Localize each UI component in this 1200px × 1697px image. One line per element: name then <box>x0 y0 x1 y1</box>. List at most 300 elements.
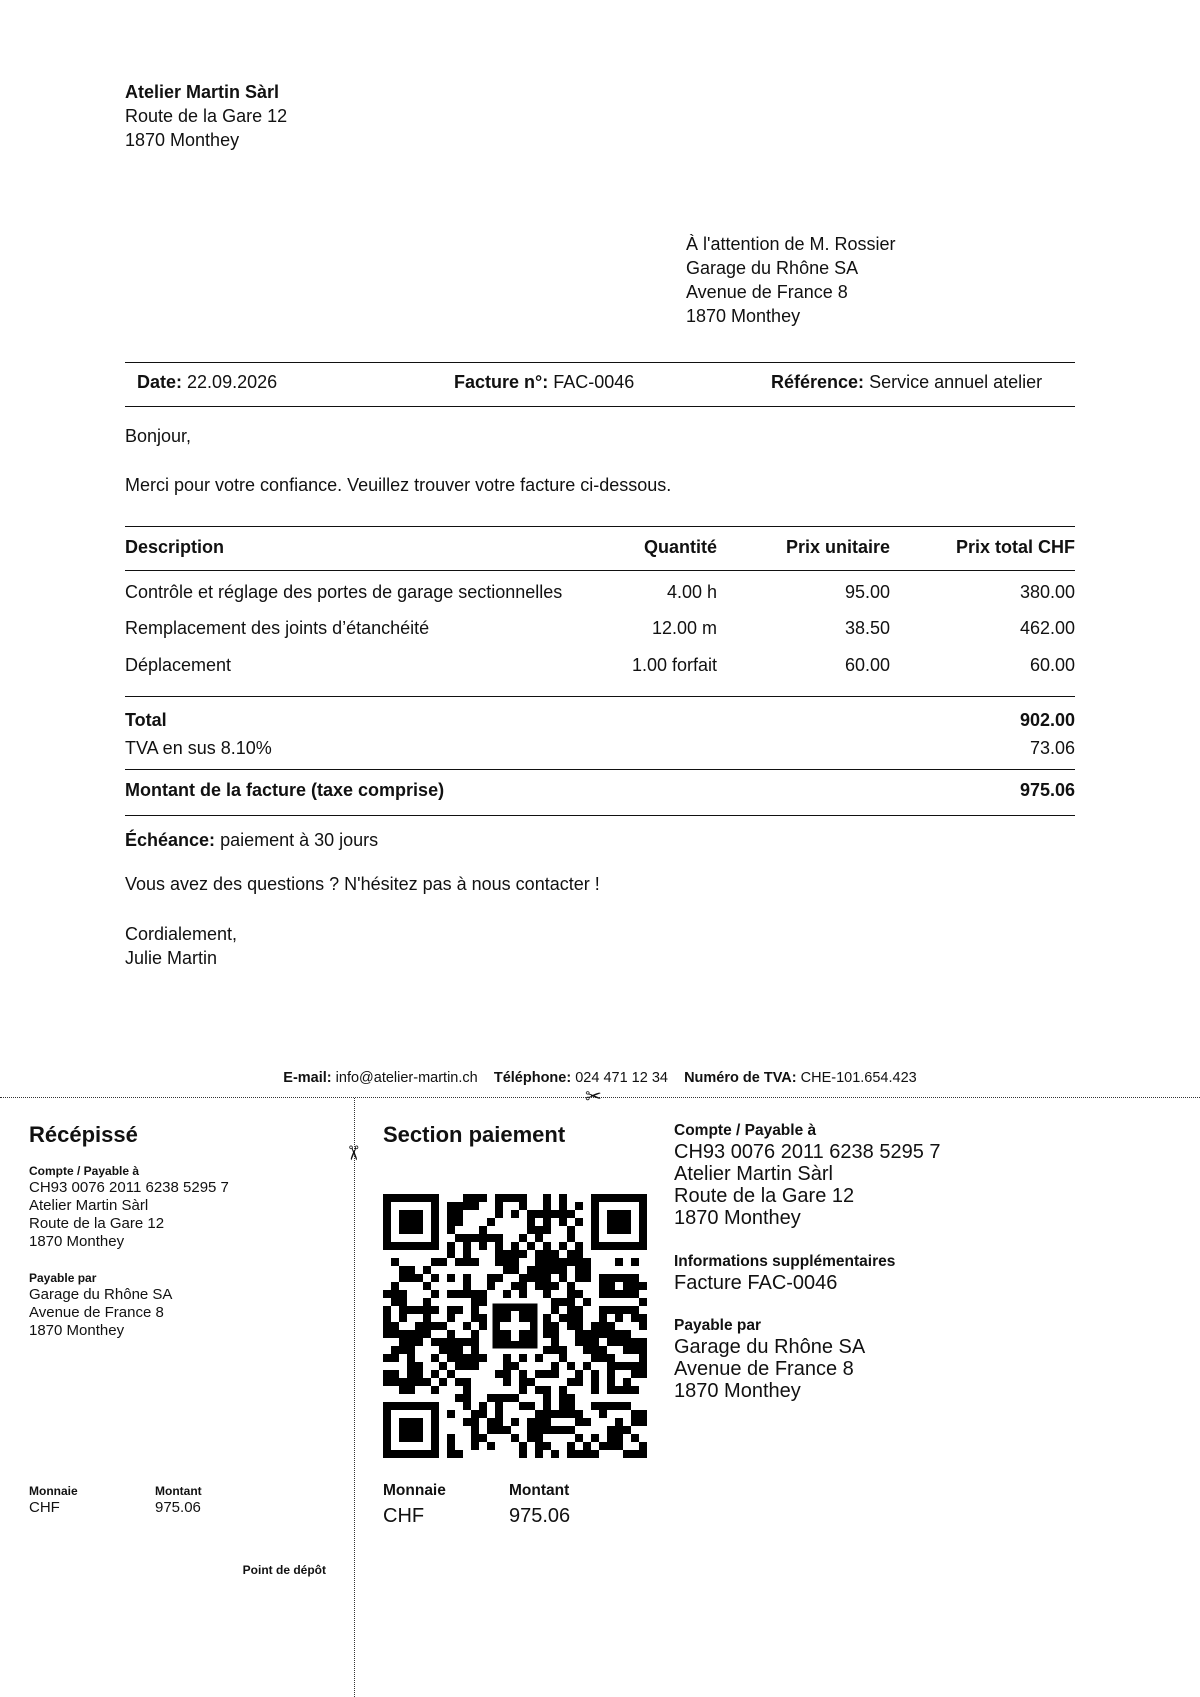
qr-module <box>415 1306 423 1314</box>
qr-module <box>567 1250 575 1258</box>
qr-module <box>535 1266 543 1274</box>
recipient-city: 1870 Monthey <box>686 306 801 326</box>
qr-module <box>535 1234 543 1242</box>
qr-module <box>511 1250 519 1258</box>
qr-module <box>591 1322 599 1330</box>
qr-module <box>559 1210 567 1218</box>
qr-module <box>463 1386 471 1394</box>
qr-module <box>471 1234 479 1242</box>
qr-module <box>471 1442 479 1450</box>
qr-module <box>455 1450 463 1458</box>
qr-module <box>519 1370 527 1378</box>
qr-module <box>575 1306 583 1314</box>
qr-module <box>447 1226 455 1234</box>
qr-module <box>495 1410 503 1418</box>
qr-module <box>607 1330 615 1338</box>
sender-name: Atelier Martin Sàrl <box>125 82 280 102</box>
qr-module <box>591 1370 599 1378</box>
qr-module <box>639 1346 647 1354</box>
qr-module <box>455 1346 463 1354</box>
grand-total-value: 975.06 <box>1019 780 1075 800</box>
qr-module <box>415 1370 423 1378</box>
payment-payer-city: 1870 Monthey <box>674 1380 801 1402</box>
qr-module <box>423 1314 431 1322</box>
meta-date <box>137 370 277 394</box>
qr-module <box>439 1258 447 1266</box>
qr-module <box>575 1250 583 1258</box>
qr-module <box>399 1378 407 1386</box>
qr-module <box>575 1330 583 1338</box>
qr-module <box>583 1298 591 1306</box>
vat-label: TVA en sus 8.10% <box>125 738 272 758</box>
qr-module <box>543 1322 551 1330</box>
qr-module <box>567 1426 575 1434</box>
qr-module <box>511 1394 519 1402</box>
qr-finder-bottom-left <box>383 1402 439 1458</box>
footer-phone-value: 024 471 12 34 <box>575 1070 668 1086</box>
qr-module <box>511 1194 519 1202</box>
qr-module <box>599 1442 607 1450</box>
qr-module <box>543 1394 551 1402</box>
qr-module <box>455 1338 463 1346</box>
qr-module <box>607 1322 615 1330</box>
grand-total-bottom-rule <box>125 815 1075 816</box>
qr-module <box>591 1338 599 1346</box>
qr-module <box>431 1386 439 1394</box>
qr-module <box>575 1434 583 1442</box>
qr-module <box>463 1394 471 1402</box>
qr-module <box>511 1362 519 1370</box>
qr-module <box>575 1338 583 1346</box>
qr-module <box>471 1346 479 1354</box>
greeting: Bonjour, <box>125 426 192 446</box>
qr-module <box>527 1402 535 1410</box>
qr-module <box>543 1370 551 1378</box>
receipt-creditor-street: Route de la Gare 12 <box>29 1215 165 1232</box>
qr-module <box>623 1386 631 1394</box>
qr-module <box>623 1306 631 1314</box>
qr-module <box>383 1314 391 1322</box>
qr-module <box>407 1378 415 1386</box>
qr-module <box>463 1402 471 1410</box>
row-description: Déplacement <box>125 655 232 675</box>
qr-module <box>623 1346 631 1354</box>
qr-module <box>535 1410 543 1418</box>
qr-module <box>471 1418 479 1426</box>
qr-finder-top-left <box>383 1194 439 1250</box>
qr-swiss-cross <box>489 1300 542 1353</box>
qr-module <box>383 1306 391 1314</box>
qr-module <box>543 1202 551 1210</box>
qr-module <box>519 1234 527 1242</box>
reference-value: Service annuel atelier <box>869 372 1043 392</box>
qr-module <box>535 1258 543 1266</box>
qr-module <box>551 1450 559 1458</box>
signatory: Julie Martin <box>125 948 218 968</box>
qr-module <box>623 1274 631 1282</box>
qr-module <box>479 1314 487 1322</box>
qr-module <box>487 1418 495 1426</box>
sender-address <box>125 80 287 152</box>
qr-module <box>559 1258 567 1266</box>
qr-module <box>559 1218 567 1226</box>
qr-module <box>495 1370 503 1378</box>
qr-module <box>631 1418 639 1426</box>
qr-module <box>567 1402 575 1410</box>
qr-module <box>535 1274 543 1282</box>
qr-module <box>503 1290 511 1298</box>
qr-module <box>631 1290 639 1298</box>
reference-label: Référence: <box>771 372 865 392</box>
qr-module <box>503 1258 511 1266</box>
qr-module <box>495 1242 503 1250</box>
qr-module <box>543 1442 551 1450</box>
qr-module <box>471 1202 479 1210</box>
qr-module <box>535 1442 543 1450</box>
qr-module <box>423 1322 431 1330</box>
qr-module <box>407 1274 415 1282</box>
qr-module <box>527 1218 535 1226</box>
qr-module <box>559 1202 567 1210</box>
qr-module <box>399 1274 407 1282</box>
qr-module <box>431 1370 439 1378</box>
qr-module <box>447 1274 455 1282</box>
qr-module <box>591 1330 599 1338</box>
qr-module <box>391 1370 399 1378</box>
qr-module <box>583 1346 591 1354</box>
qr-module <box>383 1290 391 1298</box>
qr-module <box>519 1202 527 1210</box>
qr-module <box>551 1338 559 1346</box>
perforation-vertical <box>354 1098 355 1697</box>
qr-module <box>471 1314 479 1322</box>
qr-module <box>599 1290 607 1298</box>
qr-module <box>519 1250 527 1258</box>
qr-module <box>607 1402 615 1410</box>
qr-module <box>399 1290 407 1298</box>
qr-module <box>599 1410 607 1418</box>
payment-creditor <box>674 1121 941 1229</box>
qr-module <box>599 1346 607 1354</box>
qr-module <box>391 1330 399 1338</box>
qr-module <box>559 1266 567 1274</box>
qr-module <box>391 1282 399 1290</box>
qr-module <box>391 1354 399 1362</box>
closing-text: Cordialement, <box>125 924 238 944</box>
qr-module <box>639 1282 647 1290</box>
qr-module <box>447 1410 455 1418</box>
qr-module <box>527 1266 535 1274</box>
qr-module <box>639 1298 647 1306</box>
qr-module <box>607 1362 615 1370</box>
qr-module <box>471 1330 479 1338</box>
receipt-title: Récépissé <box>29 1122 138 1147</box>
qr-module <box>407 1330 415 1338</box>
qr-module <box>551 1282 559 1290</box>
qr-module <box>463 1290 471 1298</box>
footer-phone-label: Téléphone: <box>493 1070 572 1086</box>
qr-module <box>567 1442 575 1450</box>
qr-module <box>407 1354 415 1362</box>
receipt-currency-label: Monnaie <box>29 1484 78 1498</box>
qr-module <box>447 1218 455 1226</box>
qr-module <box>551 1370 559 1378</box>
receipt-payer-city: 1870 Monthey <box>29 1322 125 1339</box>
qr-module <box>615 1426 623 1434</box>
qr-module <box>447 1290 455 1298</box>
qr-module <box>535 1210 543 1218</box>
qr-module <box>391 1378 399 1386</box>
qr-module <box>631 1314 639 1322</box>
qr-module <box>455 1210 463 1218</box>
col-header-quantity: Quantité <box>643 537 717 557</box>
qr-module <box>495 1258 503 1266</box>
qr-module <box>567 1298 575 1306</box>
qr-module <box>503 1354 511 1362</box>
col-header-unit-price: Prix unitaire <box>785 537 890 557</box>
qr-module <box>463 1338 471 1346</box>
qr-module <box>511 1266 519 1274</box>
qr-module <box>575 1410 583 1418</box>
qr-module <box>543 1258 551 1266</box>
sender-city: 1870 Monthey <box>125 130 240 150</box>
vat-value: 73.06 <box>1029 738 1075 758</box>
qr-module <box>471 1298 479 1306</box>
qr-module <box>575 1418 583 1426</box>
qr-module <box>543 1410 551 1418</box>
qr-module <box>527 1210 535 1218</box>
qr-module <box>399 1330 407 1338</box>
qr-module <box>519 1282 527 1290</box>
payment-payer-name: Garage du Rhône SA <box>674 1336 866 1358</box>
qr-module <box>431 1274 439 1282</box>
qr-module <box>543 1282 551 1290</box>
qr-module <box>623 1362 631 1370</box>
qr-module <box>519 1354 527 1362</box>
qr-module <box>423 1330 431 1338</box>
footer-vat-value: CHE-101.654.423 <box>800 1070 917 1086</box>
qr-module <box>559 1346 567 1354</box>
qr-module <box>479 1354 487 1362</box>
qr-module <box>495 1234 503 1242</box>
qr-module <box>463 1362 471 1370</box>
qr-module <box>479 1290 487 1298</box>
qr-module <box>583 1274 591 1282</box>
col-header-total-price: Prix total CHF <box>955 537 1075 557</box>
qr-module <box>391 1322 399 1330</box>
invoice-label: Facture n°: <box>454 372 549 392</box>
qr-module <box>495 1426 503 1434</box>
qr-module <box>495 1394 503 1402</box>
qr-module <box>535 1250 543 1258</box>
qr-module <box>463 1274 471 1282</box>
qr-module <box>479 1298 487 1306</box>
qr-module <box>511 1282 519 1290</box>
qr-module <box>487 1426 495 1434</box>
qr-module <box>583 1338 591 1346</box>
totals-top-rule <box>125 696 1075 697</box>
qr-module <box>447 1306 455 1314</box>
qr-module <box>519 1442 527 1450</box>
qr-module <box>535 1386 543 1394</box>
qr-module <box>479 1410 487 1418</box>
qr-module <box>439 1338 447 1346</box>
qr-module <box>463 1354 471 1362</box>
qr-module <box>407 1338 415 1346</box>
qr-module <box>487 1394 495 1402</box>
qr-module <box>455 1394 463 1402</box>
qr-module <box>439 1322 447 1330</box>
qr-module <box>623 1378 631 1386</box>
qr-module <box>607 1442 615 1450</box>
qr-module <box>471 1354 479 1362</box>
qr-module <box>503 1378 511 1386</box>
qr-module <box>455 1306 463 1314</box>
qr-module <box>615 1330 623 1338</box>
qr-module <box>591 1354 599 1362</box>
qr-module <box>639 1354 647 1362</box>
receipt-deposit-point: Point de dépôt <box>242 1563 326 1577</box>
receipt-currency <box>29 1483 78 1517</box>
qr-module <box>479 1226 487 1234</box>
qr-module <box>575 1202 583 1210</box>
qr-module <box>575 1450 583 1458</box>
qr-module <box>551 1330 559 1338</box>
qr-module <box>455 1290 463 1298</box>
qr-module <box>599 1314 607 1322</box>
qr-module <box>447 1314 455 1322</box>
qr-module <box>623 1290 631 1298</box>
qr-module <box>591 1434 599 1442</box>
qr-module <box>559 1242 567 1250</box>
qr-module <box>471 1290 479 1298</box>
qr-module <box>383 1330 391 1338</box>
qr-module <box>431 1354 439 1362</box>
qr-module <box>543 1314 551 1322</box>
qr-module <box>463 1378 471 1386</box>
qr-module <box>607 1354 615 1362</box>
qr-module <box>407 1362 415 1370</box>
qr-module <box>415 1362 423 1370</box>
qr-module <box>591 1402 599 1410</box>
qr-module <box>471 1410 479 1418</box>
qr-module <box>455 1234 463 1242</box>
qr-module <box>599 1402 607 1410</box>
row-unit-price: 95.00 <box>844 582 890 602</box>
qr-module <box>399 1266 407 1274</box>
qr-module <box>495 1194 503 1202</box>
qr-module <box>503 1266 511 1274</box>
qr-module <box>543 1266 551 1274</box>
qr-module <box>631 1338 639 1346</box>
qr-module <box>447 1370 455 1378</box>
qr-module <box>495 1274 503 1282</box>
qr-module <box>615 1306 623 1314</box>
footer-vat-label: Numéro de TVA: <box>684 1070 797 1086</box>
qr-module <box>535 1450 543 1458</box>
qr-module <box>519 1386 527 1394</box>
qr-module <box>575 1290 583 1298</box>
qr-module <box>551 1210 559 1218</box>
qr-module <box>447 1346 455 1354</box>
qr-module <box>455 1202 463 1210</box>
qr-module <box>591 1450 599 1458</box>
qr-module <box>551 1258 559 1266</box>
qr-finder-top-right <box>591 1194 647 1250</box>
qr-module <box>607 1306 615 1314</box>
qr-module <box>407 1266 415 1274</box>
qr-module <box>415 1274 423 1282</box>
meta-bottom-rule <box>125 406 1075 407</box>
due-label: Échéance: <box>125 830 216 850</box>
qr-module <box>607 1338 615 1346</box>
qr-module <box>567 1306 575 1314</box>
qr-module <box>615 1274 623 1282</box>
payment-payer-street: Avenue de France 8 <box>674 1358 854 1380</box>
footer-email-value[interactable]: info@atelier-martin.ch <box>335 1070 478 1086</box>
qr-module <box>591 1386 599 1394</box>
qr-module <box>615 1338 623 1346</box>
qr-module <box>447 1202 455 1210</box>
table-header-rule <box>125 570 1075 571</box>
qr-module <box>615 1434 623 1442</box>
qr-module <box>447 1442 455 1450</box>
payment-currency-value: CHF <box>383 1505 425 1527</box>
qr-module <box>431 1322 439 1330</box>
payment-creditor-city: 1870 Monthey <box>674 1207 801 1229</box>
qr-module <box>495 1402 503 1410</box>
qr-module <box>527 1242 535 1250</box>
qr-module <box>615 1314 623 1322</box>
qr-module <box>527 1378 535 1386</box>
payment-creditor-street: Route de la Gare 12 <box>674 1185 855 1207</box>
qr-module <box>559 1274 567 1282</box>
qr-module <box>607 1370 615 1378</box>
qr-module <box>487 1442 495 1450</box>
payment-iban: CH93 0076 2011 6238 5295 7 <box>674 1141 941 1163</box>
row-total-price: 380.00 <box>1019 582 1075 602</box>
qr-module <box>623 1330 631 1338</box>
qr-module <box>455 1354 463 1362</box>
qr-module <box>575 1370 583 1378</box>
qr-module <box>583 1450 591 1458</box>
invoice-value: FAC-0046 <box>553 372 635 392</box>
qr-module <box>559 1402 567 1410</box>
qr-module <box>607 1378 615 1386</box>
row-description: Contrôle et réglage des portes de garage sectionnelles <box>125 582 563 602</box>
qr-module <box>543 1402 551 1410</box>
qr-module <box>463 1234 471 1242</box>
receipt-amount-value: 975.06 <box>155 1499 201 1516</box>
scissors-icon: ✂ <box>341 1144 364 1162</box>
qr-module <box>575 1378 583 1386</box>
qr-module <box>511 1210 519 1218</box>
qr-module <box>575 1242 583 1250</box>
qr-module <box>407 1346 415 1354</box>
qr-module <box>607 1426 615 1434</box>
footer-email-label: E-mail: <box>283 1070 332 1086</box>
qr-module <box>511 1434 519 1442</box>
qr-module <box>455 1362 463 1370</box>
qr-module <box>447 1338 455 1346</box>
qr-module <box>559 1298 567 1306</box>
sender-street: Route de la Gare 12 <box>125 106 288 126</box>
receipt-payer <box>29 1270 172 1340</box>
qr-module <box>535 1370 543 1378</box>
qr-module <box>495 1418 503 1426</box>
qr-module <box>567 1450 575 1458</box>
footer-contact <box>0 1069 1200 1087</box>
